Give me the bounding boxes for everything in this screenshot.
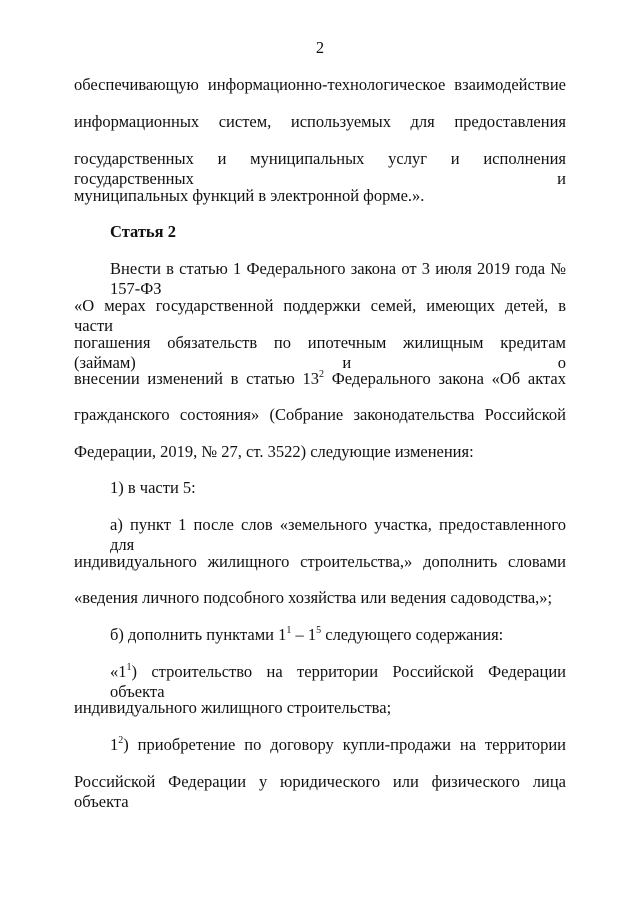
article-heading: Статья 2 — [110, 222, 176, 241]
text-fragment: ) приобретение по договору купли-продажи на территории — [123, 735, 566, 754]
text-line: погашения обязательств по ипотечным жилищным кредитам (займам) и о — [74, 333, 566, 372]
text-line: информационных систем, используемых для предоставления — [74, 112, 566, 131]
text-fragment: Федерального закона «Об актах — [324, 369, 566, 388]
text-line — [110, 735, 566, 755]
text-fragment: следующего содержания: — [321, 625, 504, 644]
text-line: обеспечивающую информационно-технологическое взаимодействие — [74, 75, 566, 94]
superscript: 1 — [286, 625, 292, 636]
list-item: 1) в части 5: — [110, 478, 196, 497]
text-line: индивидуального жилищного строительства,» дополнить словами — [74, 552, 566, 571]
superscript: 2 — [319, 369, 325, 380]
text-fragment: внесении изменений в статью 13 — [74, 369, 320, 388]
text-fragment: б) дополнить пунктами 1 — [110, 625, 287, 644]
text-line: «ведения личного подсобного хозяйства или ведения садоводства,»; — [74, 588, 553, 607]
text-line — [74, 369, 566, 389]
text-line: «О мерах государственной поддержки семей, имеющих детей, в части — [74, 296, 566, 335]
text-fragment: – 1 — [291, 625, 317, 644]
text-line — [110, 625, 566, 645]
superscript: 5 — [316, 625, 322, 636]
text-line: Внести в статью 1 Федерального закона от 3 июля 2019 года № 157-ФЗ — [110, 259, 566, 298]
text-line — [110, 662, 566, 702]
text-line: муниципальных функций в электронной форме.». — [74, 186, 425, 205]
text-fragment: «1 — [110, 662, 127, 681]
text-fragment: 1 — [110, 735, 119, 754]
text-fragment: ) строительство на территории Российской Федерации объекта — [110, 662, 566, 701]
text-line: а) пункт 1 после слов «земельного участка, предоставленного для — [110, 515, 566, 554]
text-line: государственных и муниципальных услуг и исполнения государственных и — [74, 149, 566, 188]
text-line: индивидуального жилищного строительства; — [74, 698, 392, 717]
superscript: 1 — [126, 662, 132, 673]
text-line: Федерации, 2019, № 27, ст. 3522) следующие изменения: — [74, 442, 474, 461]
text-line: гражданского состояния» (Собрание законодательства Российской — [74, 405, 566, 424]
superscript: 2 — [118, 735, 124, 746]
page-number: 2 — [315, 38, 325, 57]
text-line: Российской Федерации у юридического или физического лица объекта — [74, 772, 566, 811]
